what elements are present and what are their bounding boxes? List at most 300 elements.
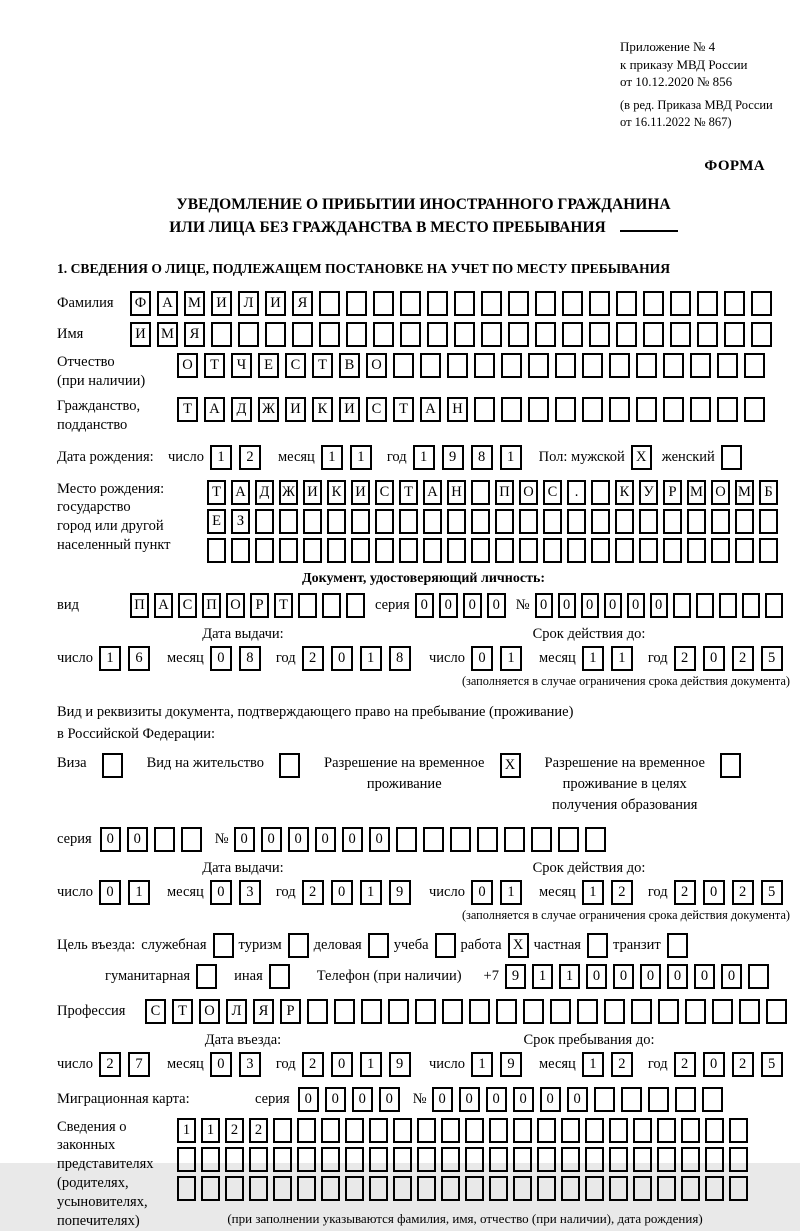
char-cell[interactable]: О (519, 480, 538, 505)
purpose-study-checkbox[interactable] (435, 933, 456, 958)
char-cell[interactable] (375, 538, 394, 563)
char-cell[interactable]: М (687, 480, 706, 505)
char-cell[interactable] (615, 509, 634, 534)
char-cell[interactable]: О (711, 480, 730, 505)
char-cell[interactable]: Т (177, 397, 198, 422)
char-cell[interactable]: 2 (611, 880, 633, 905)
char-cell[interactable] (469, 999, 490, 1024)
char-cell[interactable]: 3 (239, 880, 261, 905)
char-cell[interactable] (711, 509, 730, 534)
char-cell[interactable]: Л (226, 999, 247, 1024)
char-cell[interactable]: 2 (732, 1052, 754, 1077)
char-cell[interactable] (400, 322, 421, 347)
char-cell[interactable] (489, 1118, 508, 1143)
char-cell[interactable]: 1 (500, 646, 522, 671)
char-cell[interactable]: 8 (471, 445, 493, 470)
char-cell[interactable] (663, 397, 684, 422)
char-cell[interactable]: В (339, 353, 360, 378)
char-cell[interactable] (396, 827, 417, 852)
char-cell[interactable]: А (231, 480, 250, 505)
char-cell[interactable]: 2 (674, 880, 696, 905)
char-cell[interactable]: 1 (532, 964, 553, 989)
char-cell[interactable]: З (231, 509, 250, 534)
char-cell[interactable] (513, 1118, 532, 1143)
char-cell[interactable] (447, 538, 466, 563)
char-cell[interactable]: 0 (703, 1052, 725, 1077)
char-cell[interactable] (273, 1147, 292, 1172)
char-cell[interactable] (739, 999, 760, 1024)
char-cell[interactable] (591, 538, 610, 563)
char-cell[interactable] (249, 1176, 268, 1201)
char-cell[interactable] (604, 999, 625, 1024)
char-cell[interactable]: С (375, 480, 394, 505)
char-cell[interactable] (393, 1176, 412, 1201)
char-cell[interactable] (399, 538, 418, 563)
char-cell[interactable] (729, 1118, 748, 1143)
char-cell[interactable] (369, 1118, 388, 1143)
char-cell[interactable] (501, 353, 522, 378)
char-cell[interactable] (616, 291, 637, 316)
char-cell[interactable]: Я (184, 322, 205, 347)
char-cell[interactable] (558, 827, 579, 852)
char-cell[interactable]: 2 (732, 880, 754, 905)
char-cell[interactable] (454, 322, 475, 347)
char-cell[interactable]: Р (280, 999, 301, 1024)
char-cell[interactable] (681, 1147, 700, 1172)
char-cell[interactable]: И (351, 480, 370, 505)
char-cell[interactable] (561, 1147, 580, 1172)
purpose-tourism-checkbox[interactable] (288, 933, 309, 958)
char-cell[interactable]: Т (207, 480, 226, 505)
char-cell[interactable] (508, 322, 529, 347)
char-cell[interactable] (501, 397, 522, 422)
char-cell[interactable] (471, 538, 490, 563)
char-cell[interactable] (585, 1118, 604, 1143)
char-cell[interactable]: О (226, 593, 245, 618)
char-cell[interactable]: 0 (415, 593, 434, 618)
char-cell[interactable]: И (130, 322, 151, 347)
char-cell[interactable]: 9 (500, 1052, 522, 1077)
char-cell[interactable]: 2 (611, 1052, 633, 1077)
char-cell[interactable]: 5 (761, 1052, 783, 1077)
char-cell[interactable]: 0 (459, 1087, 480, 1112)
char-cell[interactable] (415, 999, 436, 1024)
char-cell[interactable]: 3 (239, 1052, 261, 1077)
char-cell[interactable]: 8 (239, 646, 261, 671)
char-cell[interactable] (609, 1118, 628, 1143)
char-cell[interactable] (724, 291, 745, 316)
char-cell[interactable] (471, 509, 490, 534)
char-cell[interactable] (327, 538, 346, 563)
char-cell[interactable]: 0 (210, 646, 232, 671)
char-cell[interactable] (555, 397, 576, 422)
char-cell[interactable]: 1 (500, 445, 522, 470)
char-cell[interactable]: А (204, 397, 225, 422)
char-cell[interactable] (687, 509, 706, 534)
char-cell[interactable] (273, 1118, 292, 1143)
char-cell[interactable] (537, 1118, 556, 1143)
char-cell[interactable] (643, 291, 664, 316)
char-cell[interactable] (577, 999, 598, 1024)
char-cell[interactable] (346, 322, 367, 347)
char-cell[interactable]: А (420, 397, 441, 422)
char-cell[interactable]: 0 (581, 593, 599, 618)
char-cell[interactable] (441, 1147, 460, 1172)
char-cell[interactable] (399, 509, 418, 534)
char-cell[interactable] (369, 1176, 388, 1201)
char-cell[interactable] (393, 1147, 412, 1172)
char-cell[interactable]: 0 (640, 964, 661, 989)
char-cell[interactable] (423, 509, 442, 534)
char-cell[interactable] (303, 509, 322, 534)
char-cell[interactable]: 6 (128, 646, 150, 671)
char-cell[interactable] (528, 397, 549, 422)
char-cell[interactable] (373, 291, 394, 316)
char-cell[interactable] (177, 1147, 196, 1172)
char-cell[interactable] (585, 1176, 604, 1201)
char-cell[interactable]: М (184, 291, 205, 316)
char-cell[interactable] (225, 1176, 244, 1201)
char-cell[interactable]: 0 (234, 827, 255, 852)
char-cell[interactable] (690, 353, 711, 378)
char-cell[interactable]: 0 (99, 880, 121, 905)
char-cell[interactable]: 0 (586, 964, 607, 989)
purpose-other-checkbox[interactable] (269, 964, 290, 989)
char-cell[interactable] (633, 1118, 652, 1143)
purpose-private-checkbox[interactable] (587, 933, 608, 958)
char-cell[interactable] (712, 999, 733, 1024)
char-cell[interactable] (273, 1176, 292, 1201)
char-cell[interactable]: О (199, 999, 220, 1024)
char-cell[interactable] (489, 1147, 508, 1172)
char-cell[interactable] (582, 353, 603, 378)
char-cell[interactable]: 0 (487, 593, 506, 618)
char-cell[interactable]: Д (231, 397, 252, 422)
char-cell[interactable]: 9 (389, 1052, 411, 1077)
char-cell[interactable]: 1 (321, 445, 343, 470)
char-cell[interactable] (519, 509, 538, 534)
char-cell[interactable] (495, 538, 514, 563)
char-cell[interactable] (255, 538, 274, 563)
char-cell[interactable] (639, 538, 658, 563)
char-cell[interactable]: И (265, 291, 286, 316)
char-cell[interactable] (292, 322, 313, 347)
temp-residence-education-checkbox[interactable] (720, 753, 741, 778)
char-cell[interactable] (319, 322, 340, 347)
char-cell[interactable] (465, 1118, 484, 1143)
char-cell[interactable] (705, 1176, 724, 1201)
char-cell[interactable] (201, 1176, 220, 1201)
char-cell[interactable] (705, 1118, 724, 1143)
char-cell[interactable]: 2 (302, 880, 324, 905)
char-cell[interactable]: 0 (379, 1087, 400, 1112)
char-cell[interactable] (657, 1147, 676, 1172)
char-cell[interactable]: 9 (505, 964, 526, 989)
char-cell[interactable] (345, 1118, 364, 1143)
char-cell[interactable] (346, 291, 367, 316)
char-cell[interactable] (673, 593, 691, 618)
char-cell[interactable] (657, 1118, 676, 1143)
char-cell[interactable]: 0 (471, 880, 493, 905)
char-cell[interactable] (643, 322, 664, 347)
gender-female-checkbox[interactable] (721, 445, 742, 470)
char-cell[interactable]: 1 (350, 445, 372, 470)
char-cell[interactable] (717, 353, 738, 378)
char-cell[interactable]: 0 (100, 827, 121, 852)
char-cell[interactable]: Ж (279, 480, 298, 505)
char-cell[interactable] (633, 1147, 652, 1172)
char-cell[interactable] (231, 538, 250, 563)
char-cell[interactable] (465, 1147, 484, 1172)
char-cell[interactable]: Л (238, 291, 259, 316)
char-cell[interactable]: А (157, 291, 178, 316)
char-cell[interactable] (537, 1176, 556, 1201)
char-cell[interactable] (562, 322, 583, 347)
char-cell[interactable] (729, 1147, 748, 1172)
char-cell[interactable]: Б (759, 480, 778, 505)
char-cell[interactable] (393, 353, 414, 378)
char-cell[interactable] (690, 397, 711, 422)
char-cell[interactable] (211, 322, 232, 347)
char-cell[interactable] (447, 509, 466, 534)
char-cell[interactable] (495, 509, 514, 534)
char-cell[interactable]: 2 (674, 1052, 696, 1077)
char-cell[interactable]: 1 (582, 646, 604, 671)
char-cell[interactable] (609, 1176, 628, 1201)
char-cell[interactable]: 2 (732, 646, 754, 671)
char-cell[interactable] (279, 509, 298, 534)
char-cell[interactable] (697, 322, 718, 347)
char-cell[interactable] (321, 1147, 340, 1172)
char-cell[interactable]: П (202, 593, 221, 618)
char-cell[interactable] (591, 509, 610, 534)
char-cell[interactable] (351, 509, 370, 534)
char-cell[interactable]: И (303, 480, 322, 505)
char-cell[interactable] (513, 1147, 532, 1172)
char-cell[interactable] (474, 397, 495, 422)
char-cell[interactable] (582, 397, 603, 422)
char-cell[interactable]: Д (255, 480, 274, 505)
char-cell[interactable]: 1 (582, 1052, 604, 1077)
char-cell[interactable] (535, 291, 556, 316)
char-cell[interactable] (697, 291, 718, 316)
char-cell[interactable] (400, 291, 421, 316)
char-cell[interactable] (477, 827, 498, 852)
char-cell[interactable] (759, 509, 778, 534)
char-cell[interactable]: 5 (761, 646, 783, 671)
char-cell[interactable] (621, 1087, 642, 1112)
char-cell[interactable] (417, 1118, 436, 1143)
char-cell[interactable] (658, 999, 679, 1024)
char-cell[interactable] (481, 291, 502, 316)
char-cell[interactable] (735, 538, 754, 563)
char-cell[interactable]: 5 (761, 880, 783, 905)
char-cell[interactable] (543, 538, 562, 563)
char-cell[interactable]: И (211, 291, 232, 316)
char-cell[interactable] (585, 827, 606, 852)
char-cell[interactable] (255, 509, 274, 534)
char-cell[interactable]: 0 (535, 593, 553, 618)
char-cell[interactable] (555, 353, 576, 378)
char-cell[interactable] (639, 509, 658, 534)
char-cell[interactable]: П (130, 593, 149, 618)
char-cell[interactable]: 0 (721, 964, 742, 989)
char-cell[interactable]: 0 (694, 964, 715, 989)
char-cell[interactable] (594, 1087, 615, 1112)
char-cell[interactable] (744, 397, 765, 422)
char-cell[interactable]: Н (447, 397, 468, 422)
char-cell[interactable]: И (285, 397, 306, 422)
char-cell[interactable] (225, 1147, 244, 1172)
char-cell[interactable] (279, 538, 298, 563)
char-cell[interactable]: 1 (471, 1052, 493, 1077)
char-cell[interactable] (307, 999, 328, 1024)
char-cell[interactable] (417, 1176, 436, 1201)
char-cell[interactable] (633, 1176, 652, 1201)
char-cell[interactable] (297, 1176, 316, 1201)
char-cell[interactable] (636, 397, 657, 422)
char-cell[interactable] (334, 999, 355, 1024)
char-cell[interactable] (322, 593, 341, 618)
char-cell[interactable]: 0 (486, 1087, 507, 1112)
residence-permit-checkbox[interactable] (279, 753, 300, 778)
char-cell[interactable]: 0 (540, 1087, 561, 1112)
char-cell[interactable] (481, 322, 502, 347)
char-cell[interactable] (496, 999, 517, 1024)
char-cell[interactable]: 1 (210, 445, 232, 470)
char-cell[interactable] (441, 1176, 460, 1201)
char-cell[interactable]: Т (399, 480, 418, 505)
char-cell[interactable]: Т (204, 353, 225, 378)
char-cell[interactable] (420, 353, 441, 378)
char-cell[interactable]: Е (258, 353, 279, 378)
char-cell[interactable] (345, 1147, 364, 1172)
char-cell[interactable]: 0 (331, 1052, 353, 1077)
char-cell[interactable]: С (145, 999, 166, 1024)
char-cell[interactable] (615, 538, 634, 563)
char-cell[interactable] (361, 999, 382, 1024)
char-cell[interactable]: 1 (559, 964, 580, 989)
char-cell[interactable]: 9 (389, 880, 411, 905)
char-cell[interactable] (591, 480, 610, 505)
char-cell[interactable] (724, 322, 745, 347)
char-cell[interactable]: 1 (360, 646, 382, 671)
char-cell[interactable]: 0 (471, 646, 493, 671)
char-cell[interactable] (675, 1087, 696, 1112)
char-cell[interactable]: 0 (369, 827, 390, 852)
char-cell[interactable] (663, 509, 682, 534)
char-cell[interactable]: 8 (389, 646, 411, 671)
char-cell[interactable] (742, 593, 760, 618)
char-cell[interactable]: Т (312, 353, 333, 378)
char-cell[interactable]: 0 (513, 1087, 534, 1112)
char-cell[interactable] (561, 1118, 580, 1143)
char-cell[interactable]: Р (250, 593, 269, 618)
char-cell[interactable]: 1 (582, 880, 604, 905)
char-cell[interactable] (567, 509, 586, 534)
char-cell[interactable] (585, 1147, 604, 1172)
char-cell[interactable]: 0 (261, 827, 282, 852)
char-cell[interactable]: 0 (627, 593, 645, 618)
char-cell[interactable] (631, 999, 652, 1024)
char-cell[interactable]: 1 (500, 880, 522, 905)
char-cell[interactable]: 0 (331, 646, 353, 671)
char-cell[interactable]: 0 (288, 827, 309, 852)
char-cell[interactable] (685, 999, 706, 1024)
char-cell[interactable]: 0 (432, 1087, 453, 1112)
char-cell[interactable] (298, 593, 317, 618)
char-cell[interactable] (427, 291, 448, 316)
char-cell[interactable]: 9 (442, 445, 464, 470)
char-cell[interactable]: 0 (604, 593, 622, 618)
char-cell[interactable]: 0 (667, 964, 688, 989)
char-cell[interactable] (759, 538, 778, 563)
char-cell[interactable] (702, 1087, 723, 1112)
char-cell[interactable] (297, 1147, 316, 1172)
char-cell[interactable] (489, 1176, 508, 1201)
purpose-official-checkbox[interactable] (213, 933, 234, 958)
char-cell[interactable] (681, 1176, 700, 1201)
char-cell[interactable]: П (495, 480, 514, 505)
char-cell[interactable]: Я (253, 999, 274, 1024)
char-cell[interactable] (321, 1118, 340, 1143)
char-cell[interactable] (648, 1087, 669, 1112)
char-cell[interactable] (735, 509, 754, 534)
purpose-work-checkbox[interactable]: X (508, 933, 529, 958)
char-cell[interactable] (474, 353, 495, 378)
char-cell[interactable] (417, 1147, 436, 1172)
char-cell[interactable] (589, 322, 610, 347)
char-cell[interactable]: С (366, 397, 387, 422)
char-cell[interactable] (670, 322, 691, 347)
char-cell[interactable] (465, 1176, 484, 1201)
char-cell[interactable]: 1 (413, 445, 435, 470)
char-cell[interactable] (729, 1176, 748, 1201)
purpose-business-checkbox[interactable] (368, 933, 389, 958)
char-cell[interactable] (471, 480, 490, 505)
char-cell[interactable]: К (312, 397, 333, 422)
char-cell[interactable]: И (339, 397, 360, 422)
char-cell[interactable]: Ж (258, 397, 279, 422)
char-cell[interactable]: 2 (302, 646, 324, 671)
gender-male-checkbox[interactable]: X (631, 445, 652, 470)
char-cell[interactable]: 0 (703, 646, 725, 671)
char-cell[interactable]: 1 (128, 880, 150, 905)
char-cell[interactable] (249, 1147, 268, 1172)
char-cell[interactable]: 0 (463, 593, 482, 618)
char-cell[interactable]: О (366, 353, 387, 378)
char-cell[interactable]: 2 (225, 1118, 244, 1143)
char-cell[interactable] (663, 353, 684, 378)
char-cell[interactable]: 0 (342, 827, 363, 852)
char-cell[interactable]: . (567, 480, 586, 505)
char-cell[interactable] (388, 999, 409, 1024)
char-cell[interactable] (543, 509, 562, 534)
char-cell[interactable]: С (543, 480, 562, 505)
char-cell[interactable]: К (615, 480, 634, 505)
char-cell[interactable] (663, 538, 682, 563)
char-cell[interactable] (636, 353, 657, 378)
char-cell[interactable] (181, 827, 202, 852)
char-cell[interactable]: 1 (99, 646, 121, 671)
char-cell[interactable] (504, 827, 525, 852)
char-cell[interactable] (321, 1176, 340, 1201)
char-cell[interactable] (766, 999, 787, 1024)
char-cell[interactable] (550, 999, 571, 1024)
char-cell[interactable]: 0 (613, 964, 634, 989)
char-cell[interactable] (265, 322, 286, 347)
char-cell[interactable] (657, 1176, 676, 1201)
